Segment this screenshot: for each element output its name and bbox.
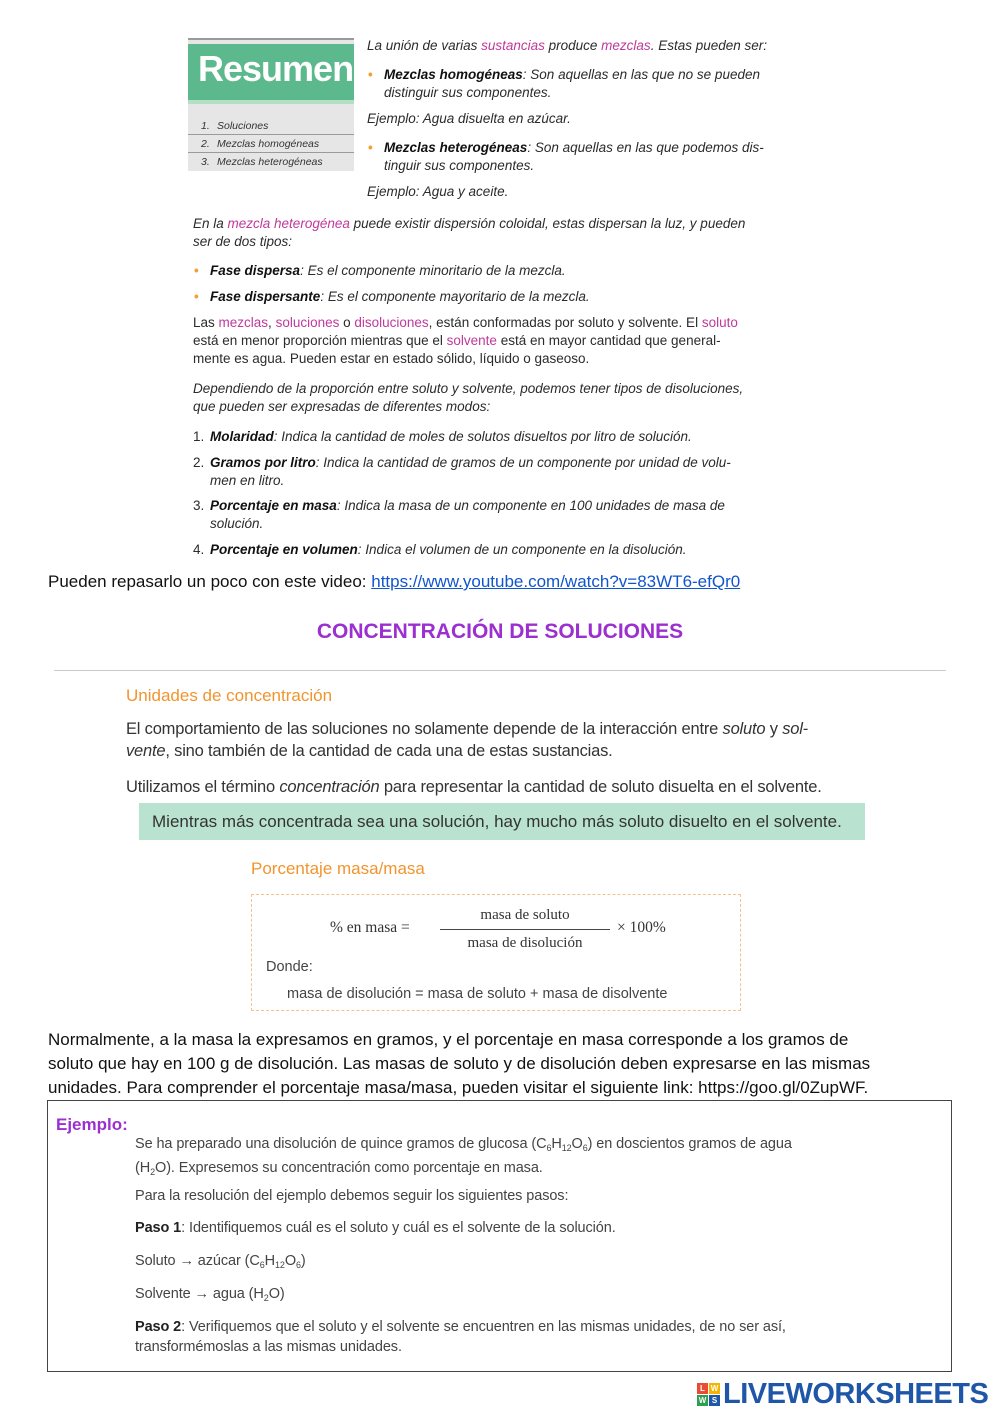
bullet-icon: • — [368, 140, 373, 155]
mezclas-intro: La unión de varias sustancias produce mezclas. Estas pueden ser: — [367, 38, 768, 53]
section-heading: Unidades de concentración — [126, 686, 333, 705]
proportion-paragraph: Dependiendo de la proporción entre soluto y solvente, podemos tener tipos de disoluciones, que pueden ser expresadas de diferentes modos: — [193, 381, 744, 414]
formula-box — [251, 894, 741, 1011]
soluto-line: Soluto → azúcar $(C_6H_{12}O_6)$ — [135, 1253, 306, 1270]
term-link: sustancias — [481, 38, 545, 53]
item-label: Soluciones — [217, 120, 269, 132]
formula-fraction — [440, 907, 610, 952]
heterogeneous-bullet: • Mezclas heterogéneas: Son aquellas en las que podemos dis- tinguir sus componentes. — [368, 140, 764, 173]
mode-item: 1. Molaridad: Indica la cantidad de moles de solutos disueltos por litro de solución. — [193, 429, 692, 444]
logo-icon — [697, 1383, 720, 1406]
item-label: Mezclas homogéneas — [217, 138, 320, 150]
composition-paragraph: Las mezclas, soluciones o disoluciones, están conformadas por soluto y solvente. El soluto está en menor proporción mientras que el solvente está en mayor cantidad que general- mente es agua. Pueden estar en estado sólido, líquido o gaseoso. — [193, 315, 738, 366]
divider — [54, 670, 946, 671]
donde-equation: masa de disolución = masa de soluto + masa de disolvente — [287, 986, 668, 1002]
numerator: masa de soluto — [480, 907, 570, 923]
highlight-bar: Mientras más concentrada sea una solución, hay mucho más soluto disuelto en el solvente. — [139, 803, 865, 840]
resumen-header — [188, 44, 354, 100]
phase-dispersa: • Fase dispersa: Es el componente minoritario de la mezcla. — [194, 263, 566, 278]
item-number: 3. — [201, 156, 210, 168]
bullet-icon: • — [194, 263, 199, 278]
resumen-item — [188, 117, 354, 135]
item-number: 2. — [201, 138, 210, 150]
heterogeneous-example: Ejemplo: Agua y aceite. — [367, 184, 509, 199]
term-link: mezclas — [601, 38, 651, 53]
paragraph-line: soluto que hay en 100 g de disolución. Las masas de soluto y de disolución deben expresarse en las mismas — [48, 1054, 871, 1073]
step-2: Paso 2: Verifiquemos que el soluto y el solvente se encuentren en las mismas unidades, de no ser así, transformémoslas a las mismas unidades. — [135, 1319, 786, 1355]
page-title: CONCENTRACIÓN DE SOLUCIONES — [316, 620, 684, 643]
video-line — [48, 572, 740, 592]
denominator: masa de disolución — [467, 935, 583, 951]
fraction-line — [440, 929, 610, 930]
example-statement: Se ha preparado una disolución de quince gramos de glucosa $(C_6H_{12}O_6)$ en doscientos gramos de agua $(H_2O)$. Expresemos su concentración como porcentaje en masa. — [135, 1136, 792, 1177]
phase-dispersante: • Fase dispersante: Es el componente mayoritario de la mezcla. — [194, 289, 590, 304]
example-instruction: Para la resolución del ejemplo debemos seguir los siguientes pasos: — [135, 1188, 569, 1204]
formula-lhs: % en masa = — [330, 919, 410, 936]
logo-tile: S — [709, 1395, 720, 1406]
paragraph-line: Normalmente, a la masa la expresamos en gramos, y el porcentaje en masa corresponde a los gramos de — [48, 1030, 849, 1049]
formula-rhs: × 100% — [617, 919, 666, 936]
bullet-icon: • — [368, 67, 373, 82]
liveworksheets-logo[interactable] — [697, 1377, 988, 1411]
explanation-paragraph — [48, 1028, 954, 1100]
unidades-paragraph-1: El comportamiento de las soluciones no solamente depende de la interacción entre soluto y sol- vente, sino también de la cantidad de cada una de estas sustancias. — [126, 720, 808, 760]
item-label: Mezclas heterogéneas — [217, 156, 323, 168]
logo-tile: W — [698, 1395, 707, 1405]
unidades-paragraph-2: Utilizamos el término concentración para representar la cantidad de soluto disuelta en el solvente. — [126, 778, 822, 796]
resumen-box — [188, 38, 354, 171]
resumen-item — [188, 153, 354, 171]
homogeneous-example: Ejemplo: Agua disuelta en azúcar. — [367, 111, 571, 126]
formula-heading: Porcentaje masa/masa — [251, 859, 425, 878]
logo-tile: W — [710, 1383, 719, 1393]
logo-tile: L — [697, 1383, 708, 1394]
resumen-title: Resumen — [198, 48, 354, 89]
step-1: Paso 1: Identifiquemos cuál es el soluto y cuál es el solvente de la solución. — [135, 1220, 616, 1236]
colloid-paragraph: En la mezcla heterogénea puede existir dispersión coloidal, estas dispersan la luz, y pueden ser de dos tipos: — [193, 216, 746, 249]
bullet-icon: • — [194, 289, 199, 304]
solvente-line: Solvente → agua $(H_2O)$ — [135, 1286, 285, 1303]
example-label: Ejemplo: — [56, 1115, 128, 1134]
mode-item: 3. Porcentaje en masa: Indica la masa de un componente en 100 unidades de masa de solución. — [193, 498, 725, 531]
donde-label: Donde: — [266, 959, 313, 975]
resumen-item — [188, 135, 354, 153]
video-link[interactable]: https://www.youtube.com/watch?v=83WT6-efQr0 — [371, 572, 741, 591]
item-number: 1. — [201, 120, 210, 132]
video-text: Pueden repasarlo un poco con este video: — [48, 572, 372, 591]
mode-item: 4. Porcentaje en volumen: Indica el volumen de un componente en la disolución. — [193, 542, 687, 557]
resumen-divider — [188, 100, 354, 104]
mode-item: 2. Gramos por litro: Indica la cantidad de gramos de un componente por unidad de volu- men en litro. — [193, 455, 731, 488]
logo-text: LIVEWORKSHEETS — [723, 1377, 989, 1410]
homogeneous-bullet: • Mezclas homogéneas: Son aquellas en las que no se pueden distinguir sus componentes. — [368, 67, 760, 100]
example-box — [47, 1100, 952, 1372]
paragraph-line: unidades. Para comprender el porcentaje masa/masa, pueden visitar el siguiente link: https://goo.gl/0ZupWF. — [48, 1078, 869, 1097]
resumen-list — [188, 117, 354, 171]
term-link: mezcla heterogénea — [227, 216, 350, 231]
